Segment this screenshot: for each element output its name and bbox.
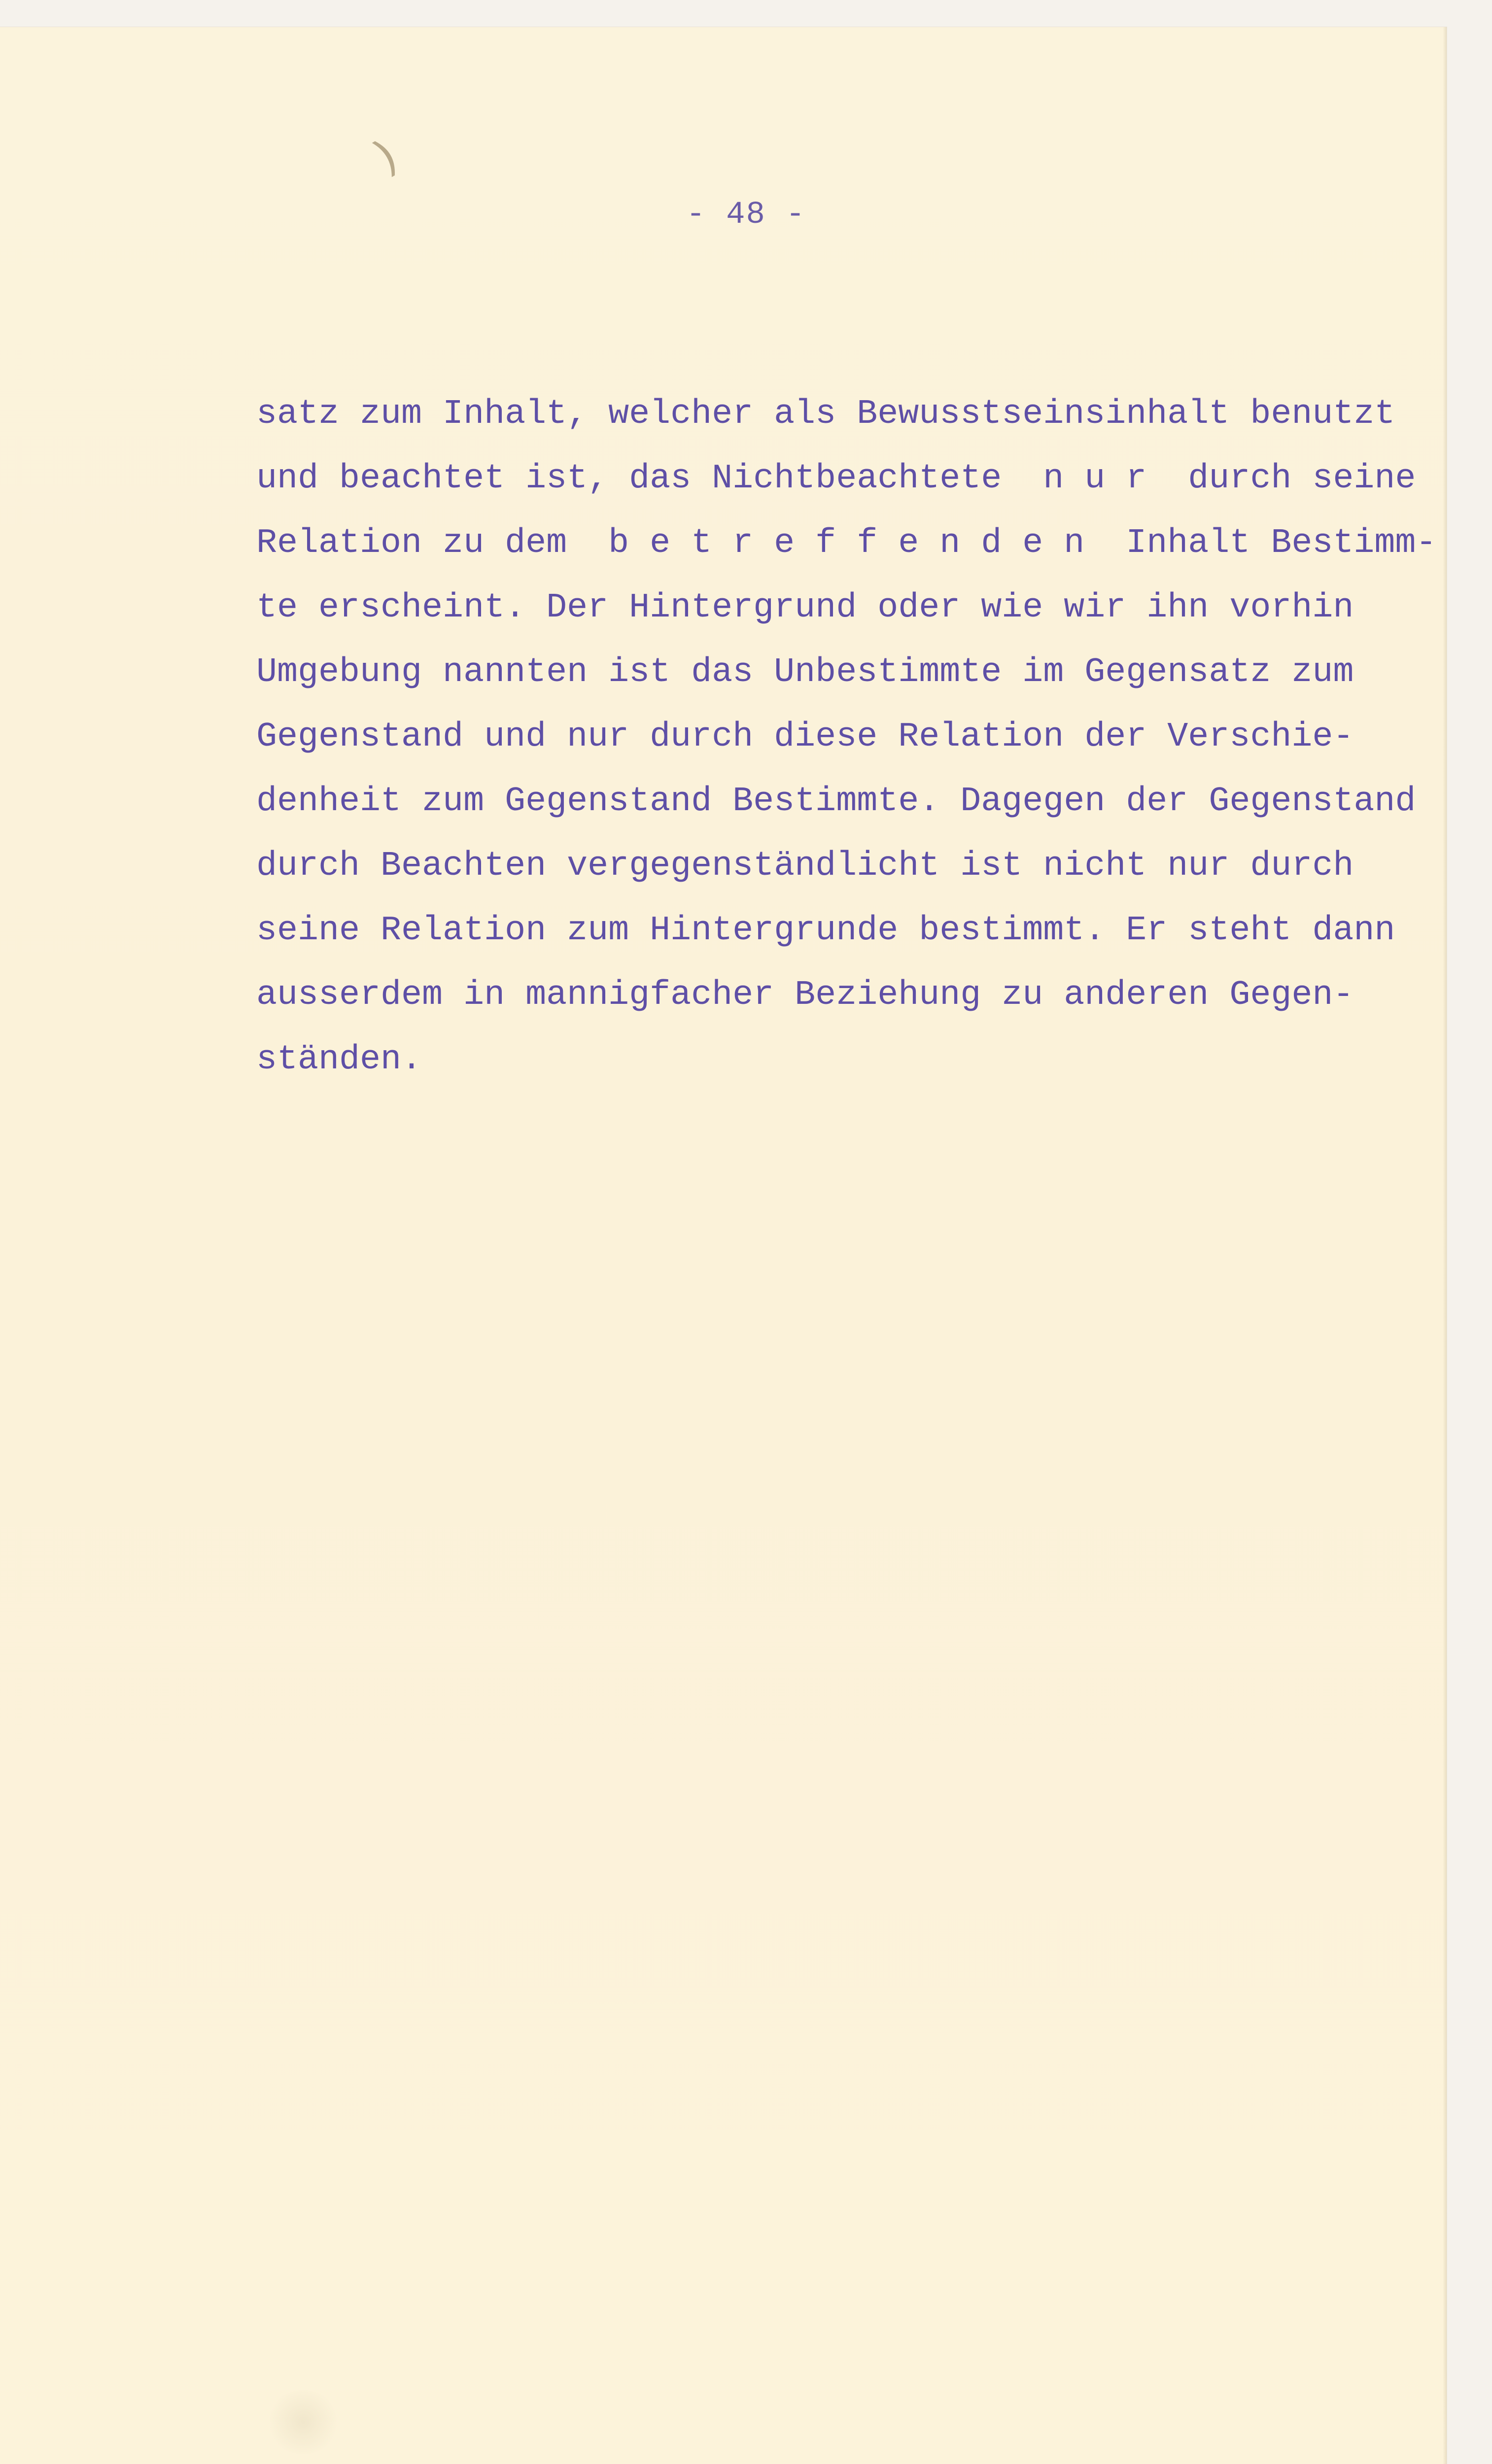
text-line: Relation zu dem b e t r e f f e n d e n Inhalt Bestimm- — [256, 524, 1437, 563]
text-line: Umgebung nannten ist das Unbestimmte im Gegensatz zum — [256, 653, 1354, 692]
text-line: ständen. — [256, 1040, 422, 1079]
text-line: te erscheint. Der Hintergrund oder wie wir ihn vorhin — [256, 588, 1354, 627]
text-line: seine Relation zum Hintergrunde bestimmt. Er steht dann — [256, 911, 1395, 950]
page-number: - 48 - — [686, 197, 806, 233]
sheet-edge-shadow — [1443, 27, 1447, 2464]
text-line: durch Beachten vergegenständlicht ist nicht nur durch — [256, 847, 1354, 886]
pencil-mark: ) — [365, 130, 407, 183]
text-line: satz zum Inhalt, welcher als Bewusstseinsinhalt benutzt — [256, 395, 1395, 434]
text-line: und beachtet ist, das Nichtbeachtete n u r durch seine — [256, 459, 1416, 498]
text-line: denheit zum Gegenstand Bestimmte. Dagegen der Gegenstand — [256, 782, 1416, 821]
typed-text-block — [256, 382, 1437, 1092]
text-line: Gegenstand und nur durch diese Relation der Verschie- — [256, 718, 1354, 756]
paper-smudge — [266, 2390, 340, 2454]
text-line: ausserdem in mannigfacher Beziehung zu anderen Gegen- — [256, 976, 1354, 1015]
